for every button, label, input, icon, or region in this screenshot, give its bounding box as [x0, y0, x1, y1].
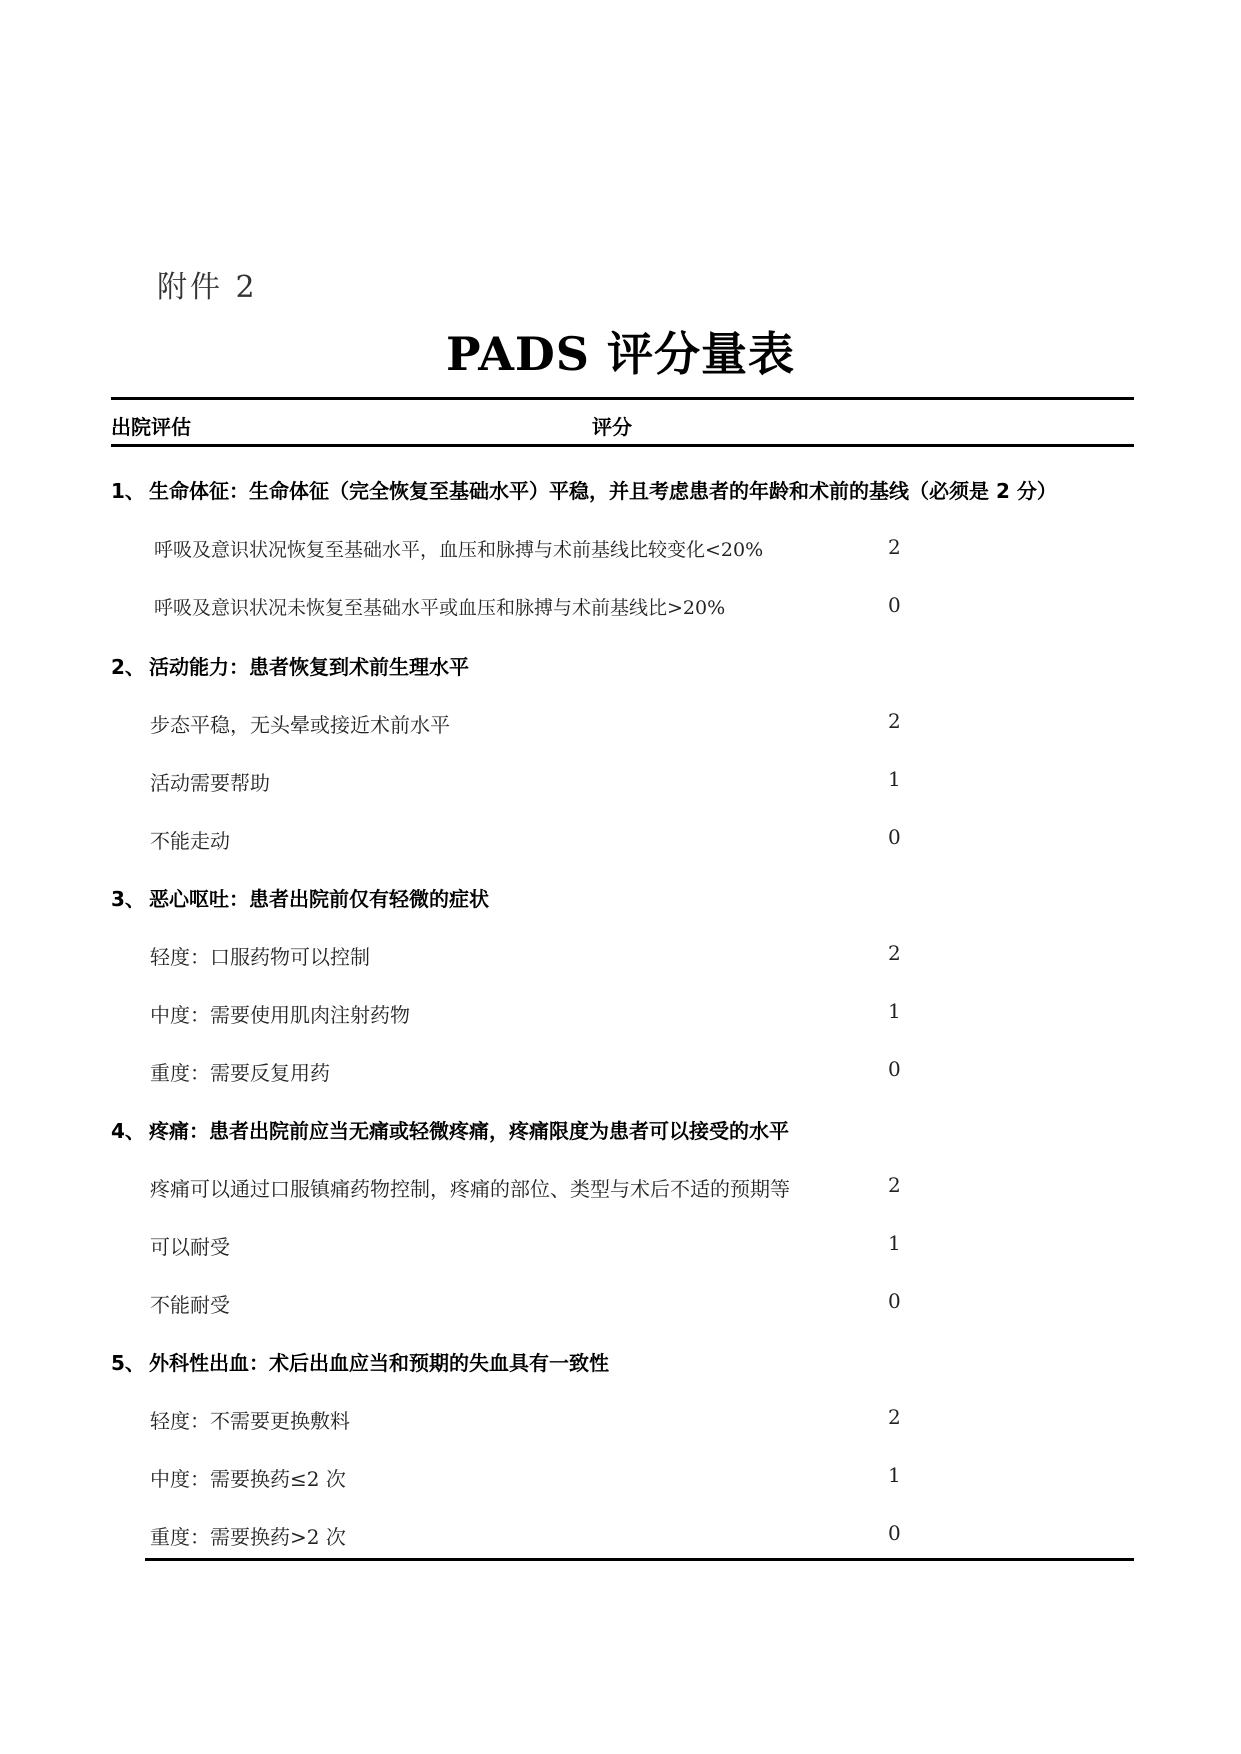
- table-bottom-rule: [145, 1558, 1134, 1561]
- item-score: 0: [888, 1289, 901, 1313]
- item-text: 呼吸及意识状况恢复至基础水平，血压和脉搏与术前基线比较变化<20%: [154, 539, 764, 561]
- item-text: 中度：需要换药≤2 次: [150, 1467, 346, 1491]
- item-text: 疼痛可以通过口服镇痛药物控制，疼痛的部位、类型与术后不适的预期等: [150, 1177, 790, 1201]
- section-heading: 疼痛：患者出院前应当无痛或轻微疼痛，疼痛限度为患者可以接受的水平: [149, 1119, 789, 1143]
- item-text: 活动需要帮助: [150, 771, 270, 795]
- section-number: 3、: [111, 887, 145, 911]
- section-number: 2、: [111, 655, 145, 679]
- item-score: 2: [888, 1173, 901, 1197]
- header-score: 评分: [592, 415, 632, 439]
- item-text: 可以耐受: [150, 1235, 230, 1259]
- page-title: PADS 评分量表: [445, 327, 796, 381]
- item-score: 0: [888, 1057, 901, 1081]
- attachment-label: 附件 2: [157, 270, 258, 305]
- item-score: 0: [888, 825, 901, 849]
- section-mobility: [111, 651, 469, 680]
- section-pain: [111, 1115, 789, 1144]
- item-text: 重度：需要反复用药: [150, 1061, 330, 1085]
- section-heading: 活动能力：患者恢复到术前生理水平: [149, 655, 469, 679]
- item-score: 2: [888, 941, 901, 965]
- section-heading: 恶心呕吐：患者出院前仅有轻微的症状: [149, 887, 489, 911]
- item-text: 轻度：不需要更换敷料: [150, 1409, 350, 1433]
- item-score: 1: [888, 999, 901, 1023]
- item-score: 0: [888, 1521, 901, 1545]
- item-score: 2: [888, 535, 901, 559]
- section-number: 1、: [111, 479, 145, 503]
- item-text: 中度：需要使用肌肉注射药物: [150, 1003, 410, 1027]
- header-discharge-assessment: 出院评估: [111, 415, 191, 439]
- item-text: 步态平稳，无头晕或接近术前水平: [150, 713, 450, 737]
- section-number: 4、: [111, 1119, 145, 1143]
- table-header-rule: [111, 444, 1134, 447]
- item-score: 1: [888, 767, 901, 791]
- item-score: 2: [888, 1405, 901, 1429]
- section-number: 5、: [111, 1351, 145, 1375]
- item-text: 不能走动: [150, 829, 230, 853]
- item-score: 1: [888, 1463, 901, 1487]
- section-heading: 外科性出血：术后出血应当和预期的失血具有一致性: [149, 1351, 609, 1375]
- item-text: 呼吸及意识状况未恢复至基础水平或血压和脉搏与术前基线比>20%: [154, 597, 726, 619]
- section-surgical-bleeding: [111, 1347, 609, 1376]
- item-score: 2: [888, 709, 901, 733]
- item-text: 重度：需要换药>2 次: [150, 1525, 346, 1549]
- table-top-rule: [111, 397, 1134, 400]
- item-score: 0: [888, 593, 901, 617]
- section-vital-signs: [111, 475, 1057, 504]
- item-text: 不能耐受: [150, 1293, 230, 1317]
- item-score: 1: [888, 1231, 901, 1255]
- section-nausea-vomiting: [111, 883, 489, 912]
- item-text: 轻度：口服药物可以控制: [150, 945, 370, 969]
- section-heading: 生命体征：生命体征（完全恢复至基础水平）平稳，并且考虑患者的年龄和术前的基线（必须是 2 分）: [149, 479, 1057, 503]
